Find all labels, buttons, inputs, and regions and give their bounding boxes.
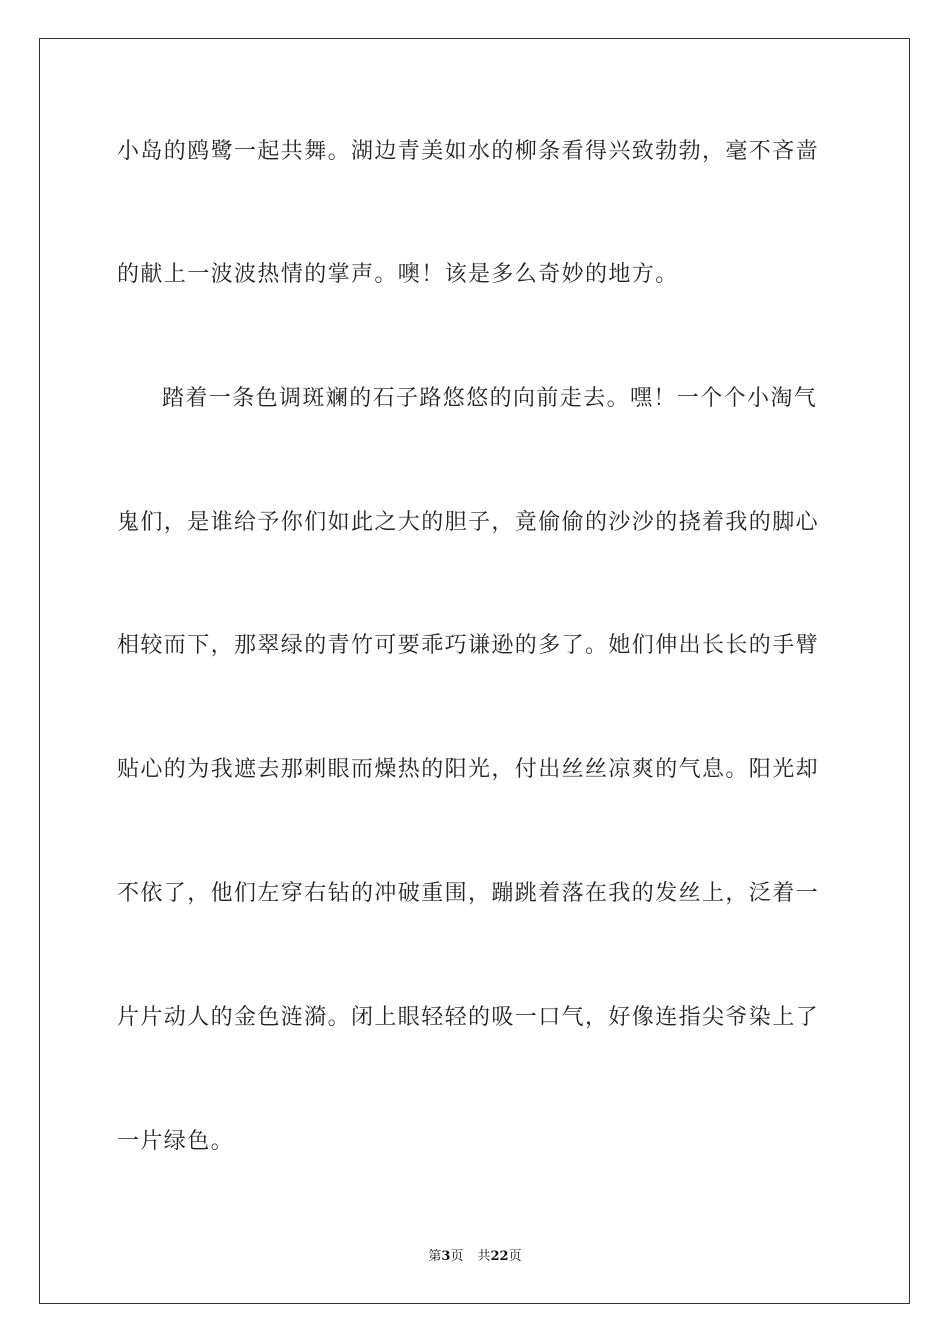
page-border — [39, 38, 910, 1304]
text-line-3: 踏着一条色调斑斓的石子路悠悠的向前走去。嘿！一个个小淘气 — [162, 386, 818, 411]
text-line-5: 相较而下，那翠绿的青竹可要乖巧谦逊的多了。她们伸出长长的手臂 — [117, 633, 820, 658]
text-line-6: 贴心的为我遮去那刺眼而燥热的阳光，付出丝丝凉爽的气息。阳光却 — [117, 757, 820, 782]
page-footer — [0, 1248, 950, 1266]
page-number: 3 — [441, 1249, 451, 1264]
text-line-4: 鬼们，是谁给予你们如此之大的胆子，竟偷偷的沙沙的挠着我的脚心 — [117, 510, 820, 535]
text-line-1: 小岛的鸥鹭一起共舞。湖边青美如水的柳条看得兴致勃勃，毫不吝啬 — [117, 139, 820, 164]
text-line-9: 一片绿色。 — [117, 1129, 235, 1154]
page-suffix: 页 — [450, 1249, 464, 1264]
text-line-7: 不依了，他们左穿右钻的冲破重围，蹦跳着落在我的发丝上，泛着一 — [117, 881, 820, 906]
text-line-8: 片片动人的金色涟漪。闭上眼轻轻的吸一口气，好像连指尖爷染上了 — [117, 1005, 820, 1030]
page-prefix: 第 — [428, 1249, 442, 1264]
total-prefix: 共 — [477, 1249, 491, 1264]
text-line-2: 的献上一波波热情的掌声。噢！该是多么奇妙的地方。 — [117, 262, 679, 287]
total-pages: 22 — [490, 1249, 509, 1264]
total-suffix: 页 — [508, 1249, 522, 1264]
